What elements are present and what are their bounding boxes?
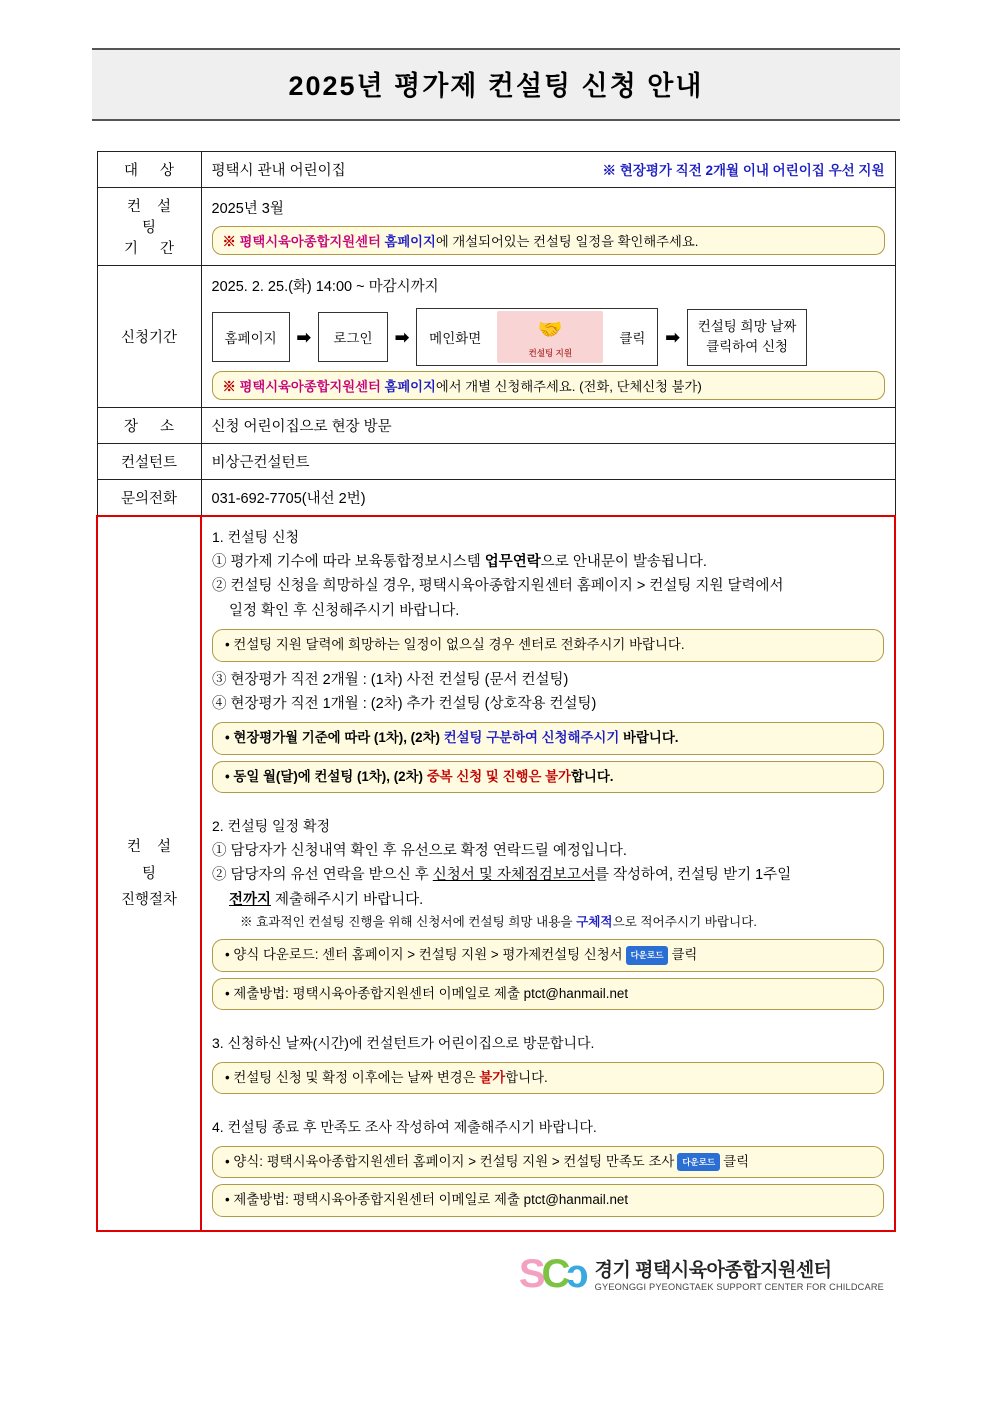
row-label-place bbox=[97, 408, 201, 444]
row-value-consultant bbox=[201, 444, 895, 480]
s1-box2-c: 바랍니다. bbox=[619, 730, 679, 746]
procedure-section2-box2: • 제출방법: 평택시육아종합지원센터 이메일로 제출 ptct@hanmail.net bbox=[212, 978, 884, 1011]
center-logo-text bbox=[595, 1255, 884, 1292]
row-value-target bbox=[201, 152, 895, 188]
row-label-procedure bbox=[97, 516, 201, 1230]
s2-note-c: 으로 적어주시기 바랍니다. bbox=[612, 914, 757, 929]
place-value: 신청 어린이집으로 현장 방문 bbox=[211, 419, 392, 436]
procedure-section2-item2-line1 bbox=[212, 863, 884, 887]
s4-box1-a: • 양식: 평택시육아종합지원센터 홈페이지 > 컨설팅 지원 > 컨설팅 만족도 조사 bbox=[225, 1153, 675, 1169]
procedure-section4-heading: 4. 컨설팅 종료 후 만족도 조사 작성하여 제출해주시기 바랍니다. bbox=[212, 1119, 597, 1136]
row-value-place bbox=[201, 408, 895, 444]
table-row-period bbox=[97, 188, 895, 266]
row-label-procedure-line1: 컨 설 팅 bbox=[126, 839, 178, 882]
procedure-section2-item2-line2 bbox=[212, 888, 884, 912]
procedure-section1-item2-line1: ② 컨설팅 신청을 희망하실 경우, 평택시육아종합지원센터 홈페이지 > 컨설팅 지원 달력에서 bbox=[212, 578, 784, 595]
period-note-center: 평택시육아종합지원센터 bbox=[239, 233, 381, 249]
s2-item2-e: 제출해주시기 바랍니다. bbox=[271, 891, 424, 908]
row-label-procedure-line2: 진행절차 bbox=[120, 891, 178, 908]
procedure-section1-item1 bbox=[212, 550, 884, 574]
procedure-section1-heading: 1. 컨설팅 신청 bbox=[212, 529, 300, 546]
center-name-en: GYEONGGI PYEONGTAEK SUPPORT CENTER FOR CHILDCARE bbox=[594, 1282, 884, 1293]
s4-box1-b: 클릭 bbox=[723, 1153, 750, 1169]
apply-value: 2025. 2. 25.(화) 14:00 ~ 마감시까지 bbox=[211, 279, 439, 295]
flow-step-login: 로그인 bbox=[318, 312, 388, 362]
info-table bbox=[96, 151, 896, 1232]
period-note-home: 홈페이지 bbox=[380, 233, 436, 249]
download-badge-icon[interactable]: 다운로드 bbox=[626, 946, 669, 964]
row-label-period-line1: 컨 설 팅 bbox=[126, 199, 178, 236]
procedure-section1-item4: ④ 현장평가 직전 1개월 : (2차) 추가 컨설팅 (상호작용 컨설팅) bbox=[212, 695, 597, 712]
period-value: 2025년 3월 bbox=[211, 201, 284, 218]
flow-step-select-date-line1: 컨설팅 희망 날짜 bbox=[697, 319, 797, 335]
table-row-target bbox=[97, 152, 895, 188]
table-row-place bbox=[97, 408, 895, 444]
consulting-support-caption: 컨설팅 지원 bbox=[528, 348, 573, 359]
s1-item1-b: 업무연락 bbox=[484, 553, 541, 570]
row-value-phone bbox=[201, 480, 895, 517]
s1-box3-c: 합니다. bbox=[570, 768, 614, 784]
procedure-section1-item3: ③ 현장평가 직전 2개월 : (1차) 사전 컨설팅 (문서 컨설팅) bbox=[212, 671, 569, 688]
s1-box3-b: 중복 신청 및 진행은 불가 bbox=[426, 768, 571, 784]
row-label-period-line2: 기 간 bbox=[123, 241, 184, 257]
row-label-apply bbox=[97, 266, 201, 408]
procedure-section2-box1 bbox=[212, 939, 884, 972]
s1-box2-b: 컨설팅 구분하여 신청해주시기 bbox=[443, 730, 620, 746]
period-note-box bbox=[212, 226, 885, 255]
row-label-consultant-text: 컨설턴트 bbox=[120, 455, 178, 472]
row-label-consultant bbox=[97, 444, 201, 480]
flow-step-select-date bbox=[687, 309, 808, 366]
row-value-apply bbox=[201, 266, 895, 408]
table-row-apply bbox=[97, 266, 895, 408]
page-title: 2025년 평가제 컨설팅 신청 안내 bbox=[288, 71, 704, 101]
apply-note-post: 에서 개별 신청해주세요. (전화, 단체신청 불가) bbox=[435, 379, 702, 395]
procedure-section1-box2 bbox=[212, 722, 884, 755]
period-note-post: 에 개설되어있는 컨설팅 일정을 확인해주세요. bbox=[435, 233, 699, 249]
consulting-support-banner[interactable] bbox=[497, 311, 603, 363]
row-value-period bbox=[201, 188, 895, 266]
procedure-section3-heading: 3. 신청하신 날짜(시간)에 컨설턴트가 어린이집으로 방문합니다. bbox=[212, 1035, 595, 1052]
s1-box3-a: • 동일 월(달)에 컨설팅 (1차), (2차) bbox=[225, 768, 427, 784]
procedure-section1-box1: • 컨설팅 지원 달력에 희망하는 일정이 없으실 경우 센터로 전화주시기 바랍니다. bbox=[212, 629, 884, 662]
target-note: ※ 현장평가 직전 2개월 이내 어린이집 우선 지원 bbox=[602, 163, 885, 178]
row-label-place-text: 장 소 bbox=[123, 419, 184, 436]
table-row-consultant bbox=[97, 444, 895, 480]
procedure-section4-box1 bbox=[212, 1146, 884, 1179]
footer-logo bbox=[48, 1251, 884, 1296]
procedure-section2-item2-note bbox=[212, 912, 884, 933]
procedure-section1-box3 bbox=[212, 761, 884, 794]
s2-item2-b: 신청서 및 자체점검보고서 bbox=[432, 867, 595, 884]
flow-step-click: 클릭 bbox=[619, 331, 646, 347]
flow-step-mainscreen: 메인화면 bbox=[429, 331, 482, 347]
row-label-period bbox=[97, 188, 201, 266]
s2-item2-a: ② 담당자의 유선 연락을 받으신 후 bbox=[212, 867, 433, 884]
apply-flow-diagram bbox=[212, 308, 885, 366]
row-label-phone bbox=[97, 480, 201, 517]
apply-note-center: 평택시육아종합지원센터 bbox=[239, 379, 381, 395]
arrow-right-icon: ➡ bbox=[665, 327, 680, 347]
apply-note-home: 홈페이지 bbox=[380, 379, 436, 395]
procedure-section1-item2-line2: 일정 확인 후 신청해주시기 바랍니다. bbox=[229, 602, 460, 619]
period-note-mark: ※ bbox=[222, 233, 240, 249]
s2-item2-c: 를 작성하여, 컨설팅 받기 1주일 bbox=[594, 867, 792, 884]
s2-item2-d: 전까지 bbox=[229, 891, 272, 908]
procedure-section4-box2: • 제출방법: 평택시육아종합지원센터 이메일로 제출 ptct@hanmail.net bbox=[212, 1184, 884, 1217]
table-row-phone bbox=[97, 480, 895, 517]
s2-note-b: 구체적 bbox=[576, 914, 613, 929]
procedure-content bbox=[201, 516, 895, 1230]
arrow-right-icon: ➡ bbox=[394, 327, 410, 347]
row-label-target-text: 대 상 bbox=[123, 163, 184, 179]
s3-box1-a: • 컨설팅 신청 및 확정 이후에는 날짜 변경은 bbox=[225, 1069, 480, 1085]
apply-note-box bbox=[212, 371, 885, 400]
center-logo-icon: SCɔ bbox=[518, 1251, 585, 1296]
s3-box1-c: 합니다. bbox=[505, 1069, 548, 1085]
row-label-target bbox=[97, 152, 201, 188]
target-value: 평택시 관내 어린이집 bbox=[211, 163, 346, 179]
s1-box2-a: • 현장평가월 기준에 따라 (1차), (2차) bbox=[225, 730, 444, 746]
s1-item1-a: ① 평가제 기수에 따라 보육통합정보시스템 bbox=[212, 553, 485, 570]
s1-item1-c: 으로 안내문이 발송됩니다. bbox=[540, 553, 707, 570]
row-label-phone-text: 문의전화 bbox=[120, 491, 178, 508]
flow-step-select-date-line2: 클릭하여 신청 bbox=[706, 339, 789, 355]
handshake-icon: 🤝 bbox=[537, 319, 563, 342]
center-name-ko: 경기 평택시육아종합지원센터 bbox=[594, 1260, 832, 1282]
document-title-bar bbox=[92, 48, 900, 121]
consultant-value: 비상근컨설턴트 bbox=[211, 455, 310, 472]
arrow-right-icon: ➡ bbox=[296, 327, 311, 347]
procedure-section3-box1 bbox=[212, 1062, 884, 1095]
flow-step-homepage: 홈페이지 bbox=[212, 312, 290, 362]
s2-box1-a: • 양식 다운로드: 센터 홈페이지 > 컨설팅 지원 > 평가제컨설팅 신청서 bbox=[225, 947, 623, 963]
procedure-section2-item1: ① 담당자가 신청내역 확인 후 유선으로 확정 연락드릴 예정입니다. bbox=[212, 842, 627, 859]
row-label-apply-text: 신청기간 bbox=[120, 330, 178, 347]
table-row-procedure bbox=[97, 516, 895, 1230]
s2-note-a: ※ 효과적인 컨설팅 진행을 위해 신청서에 컨설팅 희망 내용을 bbox=[240, 914, 577, 929]
download-badge-icon[interactable]: 다운로드 bbox=[677, 1153, 720, 1171]
apply-note-mark: ※ bbox=[222, 379, 240, 395]
flow-step-mainscreen-group bbox=[416, 308, 658, 366]
phone-value: 031-692-7705(내선 2번) bbox=[211, 491, 366, 508]
s2-box1-b: 클릭 bbox=[671, 947, 698, 963]
s3-box1-b: 불가 bbox=[479, 1069, 506, 1085]
procedure-section2-heading: 2. 컨설팅 일정 확정 bbox=[212, 818, 331, 835]
